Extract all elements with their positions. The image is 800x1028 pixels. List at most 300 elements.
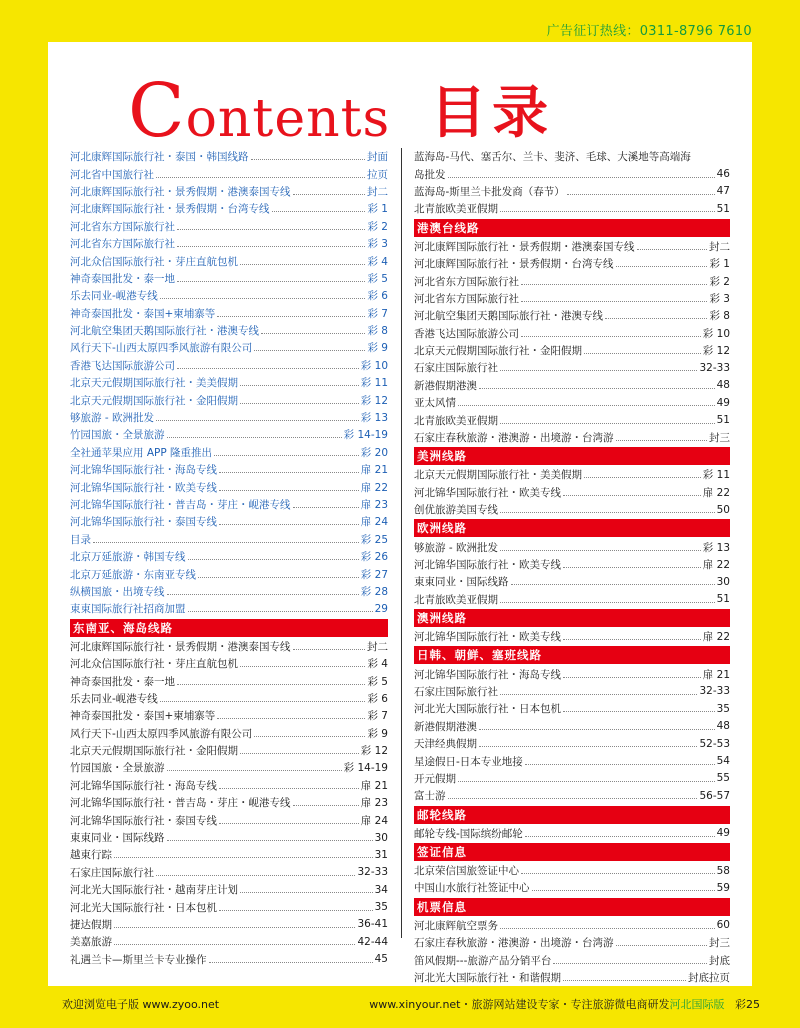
- section-header: 日韩、朝鲜、塞班线路: [414, 646, 730, 664]
- toc-entry[interactable]: [414, 556, 730, 573]
- toc-entry[interactable]: [70, 898, 388, 915]
- entry-name: 北京天元假期国际旅行社・金阳假期: [70, 745, 238, 758]
- dot-leader: [567, 194, 715, 195]
- entry-page: 34: [374, 883, 388, 896]
- page-title: [128, 58, 555, 154]
- toc-entry[interactable]: [70, 391, 388, 408]
- dot-leader: [525, 764, 715, 765]
- dot-leader: [214, 455, 359, 456]
- toc-entry[interactable]: [414, 951, 730, 968]
- dot-leader: [177, 281, 365, 282]
- toc-entry[interactable]: [414, 148, 730, 165]
- toc-entry[interactable]: [70, 183, 388, 200]
- footer-slogan[interactable]: www.xinyour.net・旅游网站建设专家・专注旅游微电商研发: [369, 998, 670, 1011]
- entry-name: 北京荣信国旅签证中心: [414, 865, 519, 878]
- dot-leader: [458, 405, 715, 406]
- dot-leader: [254, 736, 365, 737]
- entry-page: 42-44: [357, 935, 388, 948]
- entry-page: 彩 8: [709, 310, 730, 323]
- entry-page: 封三: [709, 937, 730, 950]
- entry-name: 河北省东方国际旅行社: [414, 292, 519, 305]
- toc-entry[interactable]: [70, 600, 388, 617]
- toc-entry[interactable]: [414, 411, 730, 428]
- entry-name: 河北康辉国际旅行社・泰国・韩国线路: [70, 151, 249, 164]
- entry-page: 彩 8: [367, 325, 388, 338]
- ad-hotline: 广告征订热线：0311-8796 7610: [546, 24, 752, 39]
- entry-name: 美嘉旅游: [70, 936, 112, 949]
- entry-page: 封底拉页: [688, 972, 730, 985]
- dot-leader: [293, 194, 366, 195]
- dot-leader: [219, 490, 359, 491]
- dot-leader: [240, 385, 359, 386]
- toc-entry[interactable]: [414, 165, 730, 182]
- entry-page: 彩 12: [360, 394, 388, 407]
- toc-entry[interactable]: [70, 777, 388, 794]
- entry-page: 彩 10: [702, 327, 730, 340]
- footer-edition: 河北国际版: [669, 998, 725, 1011]
- section-header: 美洲线路: [414, 447, 730, 465]
- dot-leader: [156, 420, 359, 421]
- toc-left-column: [70, 148, 388, 968]
- toc-entry[interactable]: [70, 357, 388, 374]
- toc-entry[interactable]: [70, 811, 388, 828]
- entry-page: 49: [716, 396, 730, 409]
- dot-leader: [500, 370, 697, 371]
- section-header: 港澳台线路: [414, 219, 730, 237]
- entry-page: 扉 24: [360, 814, 388, 827]
- toc-entry[interactable]: [70, 846, 388, 863]
- entry-name: 北青旅欧美亚假期: [414, 414, 498, 427]
- entry-name: 河北众信国际旅行社・芽庄直航包机: [70, 255, 238, 268]
- toc-entry[interactable]: [70, 655, 388, 672]
- entry-name: 乐去同业-岘港专线: [70, 290, 158, 303]
- entry-page: 扉 24: [360, 516, 388, 529]
- dot-leader: [500, 423, 715, 424]
- entry-name: 香港飞达国际旅游公司: [70, 359, 175, 372]
- section-header: 东南亚、海岛线路: [70, 619, 388, 637]
- toc-entry[interactable]: [70, 305, 388, 322]
- entry-name: 竹园国旅・全景旅游: [70, 429, 165, 442]
- entry-page: 32-33: [357, 866, 388, 879]
- entry-name: 目录: [70, 533, 91, 546]
- entry-page: 彩 9: [367, 727, 388, 740]
- entry-page: 封二: [709, 240, 730, 253]
- toc-entry[interactable]: [70, 218, 388, 235]
- entry-name: 竹园国旅・全景旅游: [70, 762, 165, 775]
- entry-name: 河北康辉国际旅行社・景秀假期・港澳泰国专线: [70, 640, 291, 653]
- dot-leader: [563, 567, 701, 568]
- toc-entry[interactable]: [70, 409, 388, 426]
- footer: [0, 994, 800, 1014]
- entry-page: 扉 21: [360, 464, 388, 477]
- toc-entry[interactable]: [414, 879, 730, 896]
- dot-leader: [637, 249, 708, 250]
- entry-page: 彩 26: [360, 551, 388, 564]
- entry-page: 彩 10: [360, 359, 388, 372]
- entry-page: 彩 11: [360, 377, 388, 390]
- entry-name: 全社通苹果应用 APP 隆重推出: [70, 446, 213, 459]
- dot-leader: [93, 542, 359, 543]
- entry-page: 47: [716, 185, 730, 198]
- entry-name: 神奇泰国批发・泰国+柬埔寨等: [70, 710, 216, 723]
- toc-entry[interactable]: [70, 287, 388, 304]
- entry-page: 35: [374, 901, 388, 914]
- entry-page: 封面: [367, 151, 388, 164]
- toc-entry[interactable]: [70, 794, 388, 811]
- dot-leader: [500, 550, 701, 551]
- dot-leader: [563, 639, 701, 640]
- entry-page: 55: [716, 772, 730, 785]
- entry-name: 河北航空集团天鹅国际旅行社・港澳专线: [70, 325, 259, 338]
- entry-page: 48: [716, 379, 730, 392]
- toc-entry[interactable]: [414, 700, 730, 717]
- toc-entry[interactable]: [70, 252, 388, 269]
- toc-entry[interactable]: [414, 665, 730, 682]
- entry-page: 彩 1: [709, 258, 730, 271]
- entry-name: 北京天元假期国际旅行社・美美假期: [414, 469, 582, 482]
- title-chinese: 目录: [430, 81, 555, 146]
- toc-entry[interactable]: [414, 718, 730, 735]
- toc-entry[interactable]: [414, 591, 730, 608]
- toc-entry[interactable]: [70, 707, 388, 724]
- toc-entry[interactable]: [414, 573, 730, 590]
- toc-entry[interactable]: [70, 759, 388, 776]
- entry-name: 河北省东方国际旅行社: [70, 238, 175, 251]
- entry-name: 河北光大国际旅行社・日本包机: [414, 703, 561, 716]
- toc-entry[interactable]: [414, 394, 730, 411]
- toc-entry[interactable]: [70, 165, 388, 182]
- toc-entry[interactable]: [70, 725, 388, 742]
- entry-page: 彩 5: [367, 272, 388, 285]
- dot-leader: [217, 718, 365, 719]
- entry-name: 蓝海岛-马代、塞舌尔、兰卡、斐济、毛球、大溪地等高端海: [414, 151, 691, 164]
- entry-name: 河北光大国际旅行社・和谐假期: [414, 972, 561, 985]
- entry-name: 河北锦华国际旅行社・海岛专线: [70, 779, 217, 792]
- dot-leader: [563, 677, 701, 678]
- toc-entry[interactable]: [70, 513, 388, 530]
- toc-entry[interactable]: [70, 235, 388, 252]
- dot-leader: [114, 944, 355, 945]
- dot-leader: [219, 788, 359, 789]
- footer-right: [369, 996, 760, 1012]
- toc-entry[interactable]: [70, 270, 388, 287]
- title-english: [128, 68, 391, 154]
- entry-page: 45: [374, 953, 388, 966]
- entry-page: 彩 1: [367, 203, 388, 216]
- entry-name: 纵横国旅・出境专线: [70, 585, 165, 598]
- toc-entry[interactable]: [414, 183, 730, 200]
- entry-name: 神奇泰国批发・泰国+柬埔寨等: [70, 307, 216, 320]
- entry-name: 天津经典假期: [414, 738, 477, 751]
- entry-name: 河北锦华国际旅行社・泰国专线: [70, 516, 217, 529]
- toc-entry[interactable]: [70, 864, 388, 881]
- dot-leader: [219, 910, 373, 911]
- toc-entry[interactable]: [414, 466, 730, 483]
- entry-page: 彩 25: [360, 533, 388, 546]
- toc-entry[interactable]: [70, 444, 388, 461]
- toc-entry[interactable]: [414, 342, 730, 359]
- toc-entry[interactable]: [414, 501, 730, 518]
- dot-leader: [156, 177, 365, 178]
- entry-page: 彩 4: [367, 255, 388, 268]
- entry-page: 彩 14-19: [343, 429, 388, 442]
- toc-entry[interactable]: [414, 238, 730, 255]
- entry-page: 彩 4: [367, 658, 388, 671]
- dot-leader: [217, 316, 365, 317]
- toc-right-column: [414, 148, 730, 986]
- dot-leader: [254, 350, 365, 351]
- dot-leader: [261, 333, 365, 334]
- entry-page: 36-41: [357, 918, 388, 931]
- dot-leader: [584, 477, 701, 478]
- toc-entry[interactable]: [70, 548, 388, 565]
- dot-leader: [563, 495, 701, 496]
- entry-name: 香港飞达国际旅游公司: [414, 327, 519, 340]
- entry-page: 彩 11: [702, 469, 730, 482]
- dot-leader: [240, 892, 373, 893]
- entry-name: 富士游: [414, 790, 446, 803]
- dot-leader: [500, 211, 715, 212]
- entry-page: 彩 6: [367, 290, 388, 303]
- entry-page: 30: [374, 831, 388, 844]
- toc-entry[interactable]: [414, 255, 730, 272]
- entry-page: 35: [716, 702, 730, 715]
- toc-entry[interactable]: [414, 770, 730, 787]
- toc-entry[interactable]: [414, 735, 730, 752]
- entry-name: 邮轮专线-国际缤纷邮轮: [414, 827, 523, 840]
- entry-name: 开元假期: [414, 772, 456, 785]
- entry-page: 58: [716, 864, 730, 877]
- dot-leader: [521, 336, 701, 337]
- section-header: 邮轮线路: [414, 806, 730, 824]
- toc-entry[interactable]: [414, 862, 730, 879]
- entry-page: 31: [374, 848, 388, 861]
- entry-page: 彩 28: [360, 585, 388, 598]
- entry-page: 彩 20: [360, 446, 388, 459]
- toc-entry[interactable]: [70, 461, 388, 478]
- dot-leader: [563, 980, 686, 981]
- dot-leader: [500, 602, 715, 603]
- entry-page: 51: [716, 414, 730, 427]
- toc-entry[interactable]: [414, 429, 730, 446]
- entry-name: 岛批发: [414, 168, 446, 181]
- entry-name: 河北省东方国际旅行社: [414, 275, 519, 288]
- toc-entry[interactable]: [70, 565, 388, 582]
- dot-leader: [616, 440, 708, 441]
- entry-page: 扉 23: [360, 797, 388, 810]
- entry-name: 河北康辉国际旅行社・景秀假期・台湾专线: [414, 258, 614, 271]
- entry-name: 河北锦华国际旅行社・欧美专线: [414, 631, 561, 644]
- dot-leader: [240, 753, 359, 754]
- entry-page: 54: [716, 755, 730, 768]
- dot-leader: [293, 805, 359, 806]
- toc-entry[interactable]: [70, 829, 388, 846]
- entry-page: 封底: [709, 954, 730, 967]
- toc-entry[interactable]: [70, 916, 388, 933]
- toc-entry[interactable]: [70, 638, 388, 655]
- toc-entry[interactable]: [70, 881, 388, 898]
- dot-leader: [521, 873, 715, 874]
- toc-entry[interactable]: [70, 374, 388, 391]
- column-divider: [401, 148, 402, 938]
- footer-page-number: 彩25: [735, 998, 760, 1011]
- entry-page: 扉 23: [360, 499, 388, 511]
- toc-entry[interactable]: [414, 359, 730, 376]
- entry-name: 東東同业・国际线路: [414, 576, 509, 589]
- entry-name: 河北锦华国际旅行社・欧美专线: [70, 481, 217, 494]
- entry-name: 石家庄春秋旅游・港澳游・出境游・台湾游: [414, 937, 614, 950]
- entry-page: 彩 12: [702, 345, 730, 358]
- section-header: 签证信息: [414, 843, 730, 861]
- footer-website[interactable]: 欢迎浏览电子版 www.zyoo.net: [62, 998, 220, 1011]
- entry-name: 石家庄国际旅行社: [414, 362, 498, 375]
- dot-leader: [219, 472, 359, 473]
- entry-name: 石家庄春秋旅游・港澳游・出境游・台湾游: [414, 432, 614, 445]
- toc-entry[interactable]: [70, 200, 388, 217]
- entry-page: 彩 13: [702, 541, 730, 554]
- entry-name: 河北锦华国际旅行社・欧美专线: [414, 486, 561, 499]
- toc-entry[interactable]: [70, 933, 388, 950]
- entry-page: 彩 2: [709, 275, 730, 288]
- entry-page: 封二: [367, 640, 388, 653]
- dot-leader: [448, 177, 715, 178]
- entry-page: 32-33: [699, 361, 730, 374]
- dot-leader: [525, 836, 715, 837]
- toc-entry[interactable]: [414, 377, 730, 394]
- entry-name: 风行天下-山西太原四季风旅游有限公司: [70, 727, 253, 740]
- toc-entry[interactable]: [70, 478, 388, 495]
- entry-name: 河北康辉航空票务: [414, 919, 498, 932]
- dot-leader: [616, 945, 708, 946]
- entry-page: 50: [716, 503, 730, 516]
- dot-leader: [532, 890, 715, 891]
- entry-name: 石家庄国际旅行社: [70, 866, 154, 879]
- entry-name: 北京天元假期国际旅行社・金阳假期: [70, 394, 238, 407]
- entry-name: 河北光大国际旅行社・日本包机: [70, 901, 217, 914]
- entry-page: 扉 22: [702, 486, 730, 499]
- toc-entry[interactable]: [414, 325, 730, 342]
- toc-entry[interactable]: [414, 969, 730, 986]
- toc-entry[interactable]: [70, 496, 388, 513]
- entry-page: 60: [716, 919, 730, 932]
- entry-page: 彩 3: [709, 292, 730, 305]
- dot-leader: [605, 318, 707, 319]
- entry-name: 北京天元假期国际旅行社・金阳假期: [414, 345, 582, 358]
- toc-entry[interactable]: [70, 690, 388, 707]
- dot-leader: [188, 611, 373, 612]
- toc-entry[interactable]: [414, 290, 730, 307]
- entry-page: 彩 9: [367, 342, 388, 355]
- entry-name: 河北锦华国际旅行社・普吉岛・芽庄・岘港专线: [70, 499, 291, 511]
- entry-page: 56-57: [699, 789, 730, 802]
- dot-leader: [114, 857, 373, 858]
- dot-leader: [160, 701, 366, 702]
- entry-name: 河北锦华国际旅行社・泰国专线: [70, 814, 217, 827]
- toc-entry[interactable]: [414, 825, 730, 842]
- dot-leader: [177, 229, 365, 230]
- dot-leader: [167, 594, 359, 595]
- dot-leader: [521, 284, 707, 285]
- entry-name: 北青旅欧美亚假期: [414, 593, 498, 606]
- toc-entry[interactable]: [414, 917, 730, 934]
- dot-leader: [293, 649, 366, 650]
- entry-page: 彩 5: [367, 675, 388, 688]
- toc-entry[interactable]: [70, 322, 388, 339]
- entry-page: 彩 12: [360, 745, 388, 758]
- toc-entry[interactable]: [414, 538, 730, 555]
- dot-leader: [240, 403, 359, 404]
- dot-leader: [500, 928, 715, 929]
- dot-leader: [240, 666, 365, 667]
- toc-entry[interactable]: [414, 200, 730, 217]
- toc-entry[interactable]: [414, 934, 730, 951]
- entry-page: 51: [716, 202, 730, 215]
- toc-entry[interactable]: [414, 787, 730, 804]
- toc-entry[interactable]: [414, 307, 730, 324]
- dot-leader: [177, 246, 365, 247]
- toc-entry[interactable]: [70, 148, 388, 165]
- toc-entry[interactable]: [70, 426, 388, 443]
- entry-page: 彩 14-19: [343, 762, 388, 775]
- entry-name: 亚太风情: [414, 397, 456, 410]
- entry-page: 封二: [367, 185, 388, 198]
- toc-entry[interactable]: [414, 484, 730, 501]
- entry-name: 北京万延旅游・东南亚专线: [70, 568, 196, 581]
- entry-name: 神奇泰国批发・泰一地: [70, 272, 175, 285]
- entry-name: 河北众信国际旅行社・芽庄直航包机: [70, 658, 238, 671]
- entry-name: 礼遇兰卡—斯里兰卡专业操作: [70, 953, 207, 966]
- entry-name: 笛风假期---旅游产品分销平台: [414, 954, 552, 967]
- toc-entry[interactable]: [70, 742, 388, 759]
- entry-name: 星途假日-日本专业地接: [414, 755, 523, 768]
- dot-leader: [584, 353, 701, 354]
- toc-entry[interactable]: [414, 683, 730, 700]
- dot-leader: [156, 875, 355, 876]
- entry-name: 北京天元假期国际旅行社・美美假期: [70, 377, 238, 390]
- dot-leader: [479, 746, 697, 747]
- dot-leader: [272, 211, 366, 212]
- dot-leader: [448, 798, 698, 799]
- toc-entry[interactable]: [414, 628, 730, 645]
- entry-name: 捷达假期: [70, 918, 112, 931]
- toc-entry[interactable]: [70, 951, 388, 968]
- toc-entry[interactable]: [414, 752, 730, 769]
- toc-entry[interactable]: [70, 531, 388, 548]
- entry-page: 51: [716, 593, 730, 606]
- dot-leader: [114, 927, 355, 928]
- entry-page: 扉 21: [702, 668, 730, 681]
- toc-entry[interactable]: [70, 672, 388, 689]
- toc-entry[interactable]: [70, 583, 388, 600]
- toc-entry[interactable]: [414, 272, 730, 289]
- toc-entry[interactable]: [70, 339, 388, 356]
- entry-page: 封三: [709, 432, 730, 445]
- dot-leader: [177, 368, 359, 369]
- entry-name: 河北省东方国际旅行社: [70, 220, 175, 233]
- entry-page: 48: [716, 720, 730, 733]
- section-header: 欧洲线路: [414, 519, 730, 537]
- entry-page: 扉 22: [360, 481, 388, 494]
- dot-leader: [240, 264, 365, 265]
- dot-leader: [479, 388, 715, 389]
- entry-name: 神奇泰国批发・泰一地: [70, 675, 175, 688]
- entry-name: 够旅游 - 欧洲批发: [70, 412, 154, 425]
- entry-name: 乐去同业-岘港专线: [70, 692, 158, 705]
- entry-name: 创优旅游美国专线: [414, 504, 498, 517]
- entry-name: 够旅游 - 欧洲批发: [414, 541, 498, 554]
- entry-name: 风行天下-山西太原四季风旅游有限公司: [70, 342, 253, 355]
- entry-name: 東東同业・国际线路: [70, 832, 165, 845]
